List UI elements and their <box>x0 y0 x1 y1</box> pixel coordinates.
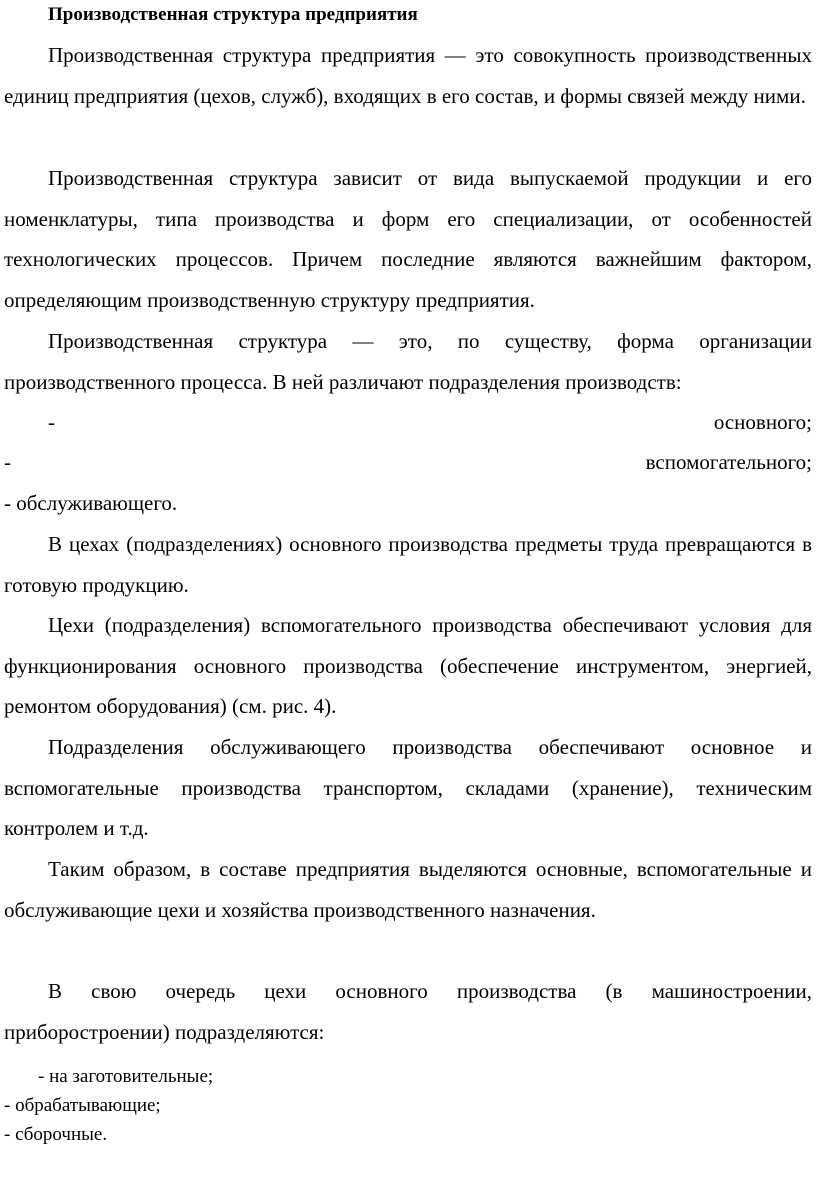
division-item-auxiliary <box>4 442 812 483</box>
paragraph-dependence: Производственная структура зависит от вида выпускаемой продукции и его номенклатуры, типа производства и форм его специализации, от особенностей технологических процессов. Причем последние являются важнейшим фактором, определяющим производственную структуру предприятия. <box>4 166 812 312</box>
shop-type-item: - сборочные. <box>4 1124 108 1145</box>
paragraph-definition: Производственная структура предприятия — это совокупность производственных единиц предприятия (цехов, служб), входящих в его состав, и формы связей между ними. <box>4 43 812 108</box>
division-label: вспомогательного; <box>645 450 812 474</box>
shop-type-item: - обрабатывающие; <box>4 1095 161 1116</box>
division-dash: - <box>48 410 55 434</box>
division-label: - обслуживающего. <box>4 491 178 515</box>
paragraph-main-shops: В цехах (подразделениях) основного производства предметы труда превращаются в готовую продукцию. <box>4 532 812 597</box>
division-item-service <box>4 483 812 524</box>
division-dash: - <box>4 450 11 474</box>
paragraph-subdivision: В свою очередь цехи основного производства (в машиностроении, приборостроении) подразделяются: <box>4 979 812 1044</box>
document-title: Производственная структура предприятия <box>48 4 418 25</box>
paragraph-conclusion: Таким образом, в составе предприятия выделяются основные, вспомогательные и обслуживающие цехи и хозяйства производственного назначения. <box>4 857 812 922</box>
division-label: основного; <box>713 410 812 434</box>
paragraph-auxiliary-shops: Цехи (подразделения) вспомогательного производства обеспечивают условия для функционирования основного производства (обеспечение инструментом, энергией, ремонтом оборудования) (см. рис. 4). <box>4 613 812 718</box>
paragraph-service-divisions: Подразделения обслуживающего производства обеспечивают основное и вспомогательные производства транспортом, складами (хранение), техническим контролем и т.д. <box>4 735 812 840</box>
paragraph-organization: Производственная структура — это, по существу, форма организации производственного процесса. В ней различают подразделения производств: <box>4 329 812 394</box>
division-item-main <box>4 402 812 443</box>
shop-type-item: - на заготовительные; <box>38 1066 214 1087</box>
